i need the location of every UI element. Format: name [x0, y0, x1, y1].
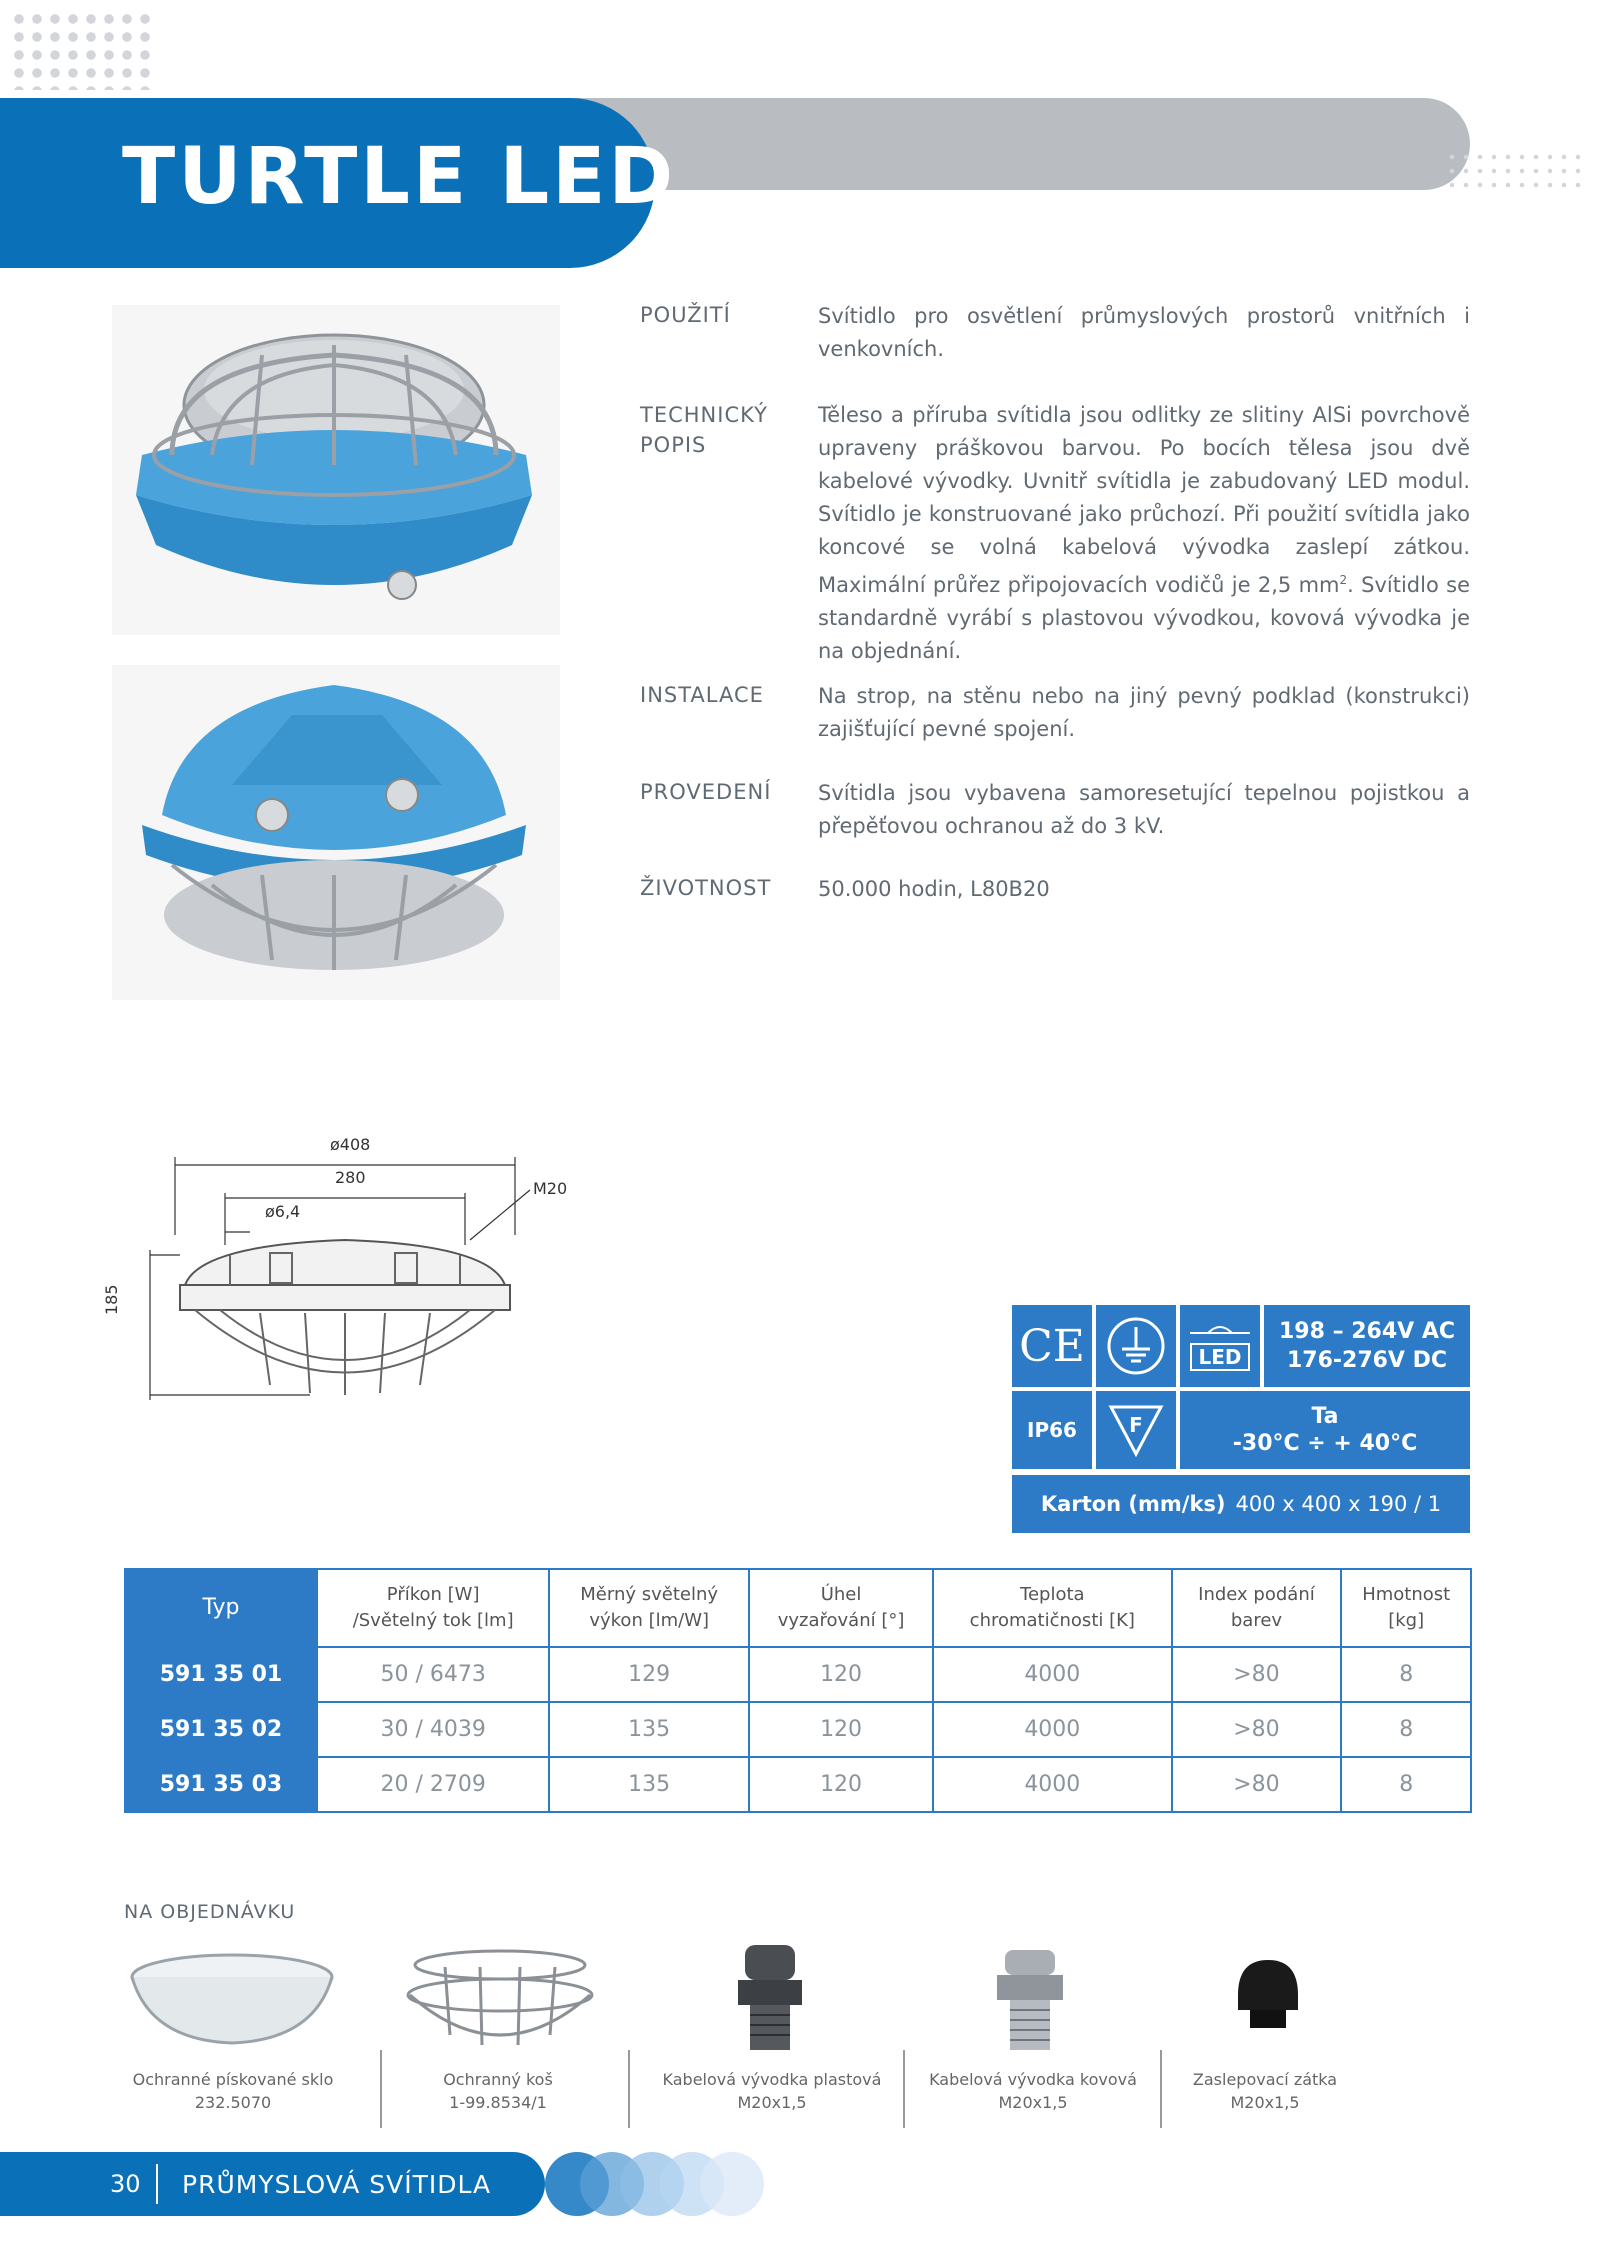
table-cell: 50 / 6473	[317, 1647, 549, 1702]
voltage-ac: 198 – 264V AC	[1278, 1319, 1456, 1344]
page-number: 30	[110, 2170, 141, 2198]
ce-badge	[1012, 1305, 1092, 1387]
table-row	[125, 1647, 1471, 1702]
ta-range: -30°C ÷ + 40°C	[1232, 1431, 1418, 1456]
spec-text-provedeni: Svítidla jsou vybavena samoresetující tepelnou pojistkou a přepěťovou ochranou až do 3 kV.	[818, 781, 1470, 838]
table-header-uhel	[749, 1569, 933, 1647]
table-cell: 135	[549, 1757, 749, 1812]
accessory-code: 1-99.8534/1	[449, 2093, 547, 2112]
accessory-name: Kabelová vývodka plastová	[662, 2070, 882, 2089]
spec-label-instalace: INSTALACE	[640, 683, 764, 707]
plastic-gland-icon	[720, 1940, 820, 2055]
blanking-plug-icon	[1228, 1955, 1308, 2035]
led-badge	[1180, 1305, 1260, 1387]
spec-text-technicky-b: . Svítidlo se standardně vyrábí s plastovou vývodkou, kovová vývodka je na objednání.	[818, 573, 1470, 663]
spec-text-zivotnost: 50.000 hodin, L80B20	[818, 877, 1050, 901]
table-cell: 8	[1341, 1757, 1471, 1812]
accessory-caption-plug	[1135, 2068, 1395, 2114]
table-row	[125, 1702, 1471, 1757]
header-line: Měrný světelný	[580, 1584, 719, 1605]
karton-label: Karton (mm/ks)	[1040, 1492, 1226, 1516]
accessory-image-plastic-gland	[720, 1940, 820, 2055]
table-header-merny	[549, 1569, 749, 1647]
metal-gland-icon	[985, 1945, 1075, 2055]
table-cell: 120	[749, 1647, 933, 1702]
voltage-dc: 176-276V DC	[1286, 1348, 1448, 1373]
accessories-heading: NA OBJEDNÁVKU	[124, 1901, 296, 1923]
spec-label-provedeni: PROVEDENÍ	[640, 780, 772, 804]
accessory-caption-basket	[368, 2068, 628, 2114]
karton-badge	[1012, 1475, 1470, 1533]
led-label: LED	[1190, 1343, 1249, 1371]
accessory-caption-plastic-gland	[642, 2068, 902, 2114]
spec-label-zivotnost: ŽIVOTNOST	[640, 876, 772, 900]
lamp-bottom-illustration	[112, 665, 560, 1000]
table-header-row	[125, 1569, 1471, 1647]
spec-text-technicky-sup: 2	[1339, 573, 1348, 587]
page-title: TURTLE LED	[122, 132, 677, 222]
accessory-code: 232.5070	[194, 2093, 272, 2112]
header-line: výkon [lm/W]	[589, 1610, 710, 1631]
spec-label-technicky-line1: TECHNICKÝ	[640, 403, 768, 427]
ce-mark-icon: CE	[1019, 1320, 1085, 1372]
ta-label: Ta	[1311, 1404, 1339, 1429]
accessory-caption-glass	[103, 2068, 363, 2114]
voltage-badge	[1264, 1305, 1470, 1387]
table-cell: 8	[1341, 1702, 1471, 1757]
table-cell: >80	[1172, 1702, 1342, 1757]
table-header-index	[1172, 1569, 1342, 1647]
technical-drawing	[102, 1135, 590, 1415]
table-cell-code: 591 35 01	[125, 1647, 317, 1702]
spec-label-pouziti: POUŽITÍ	[640, 303, 731, 327]
wire-basket-icon	[400, 1945, 600, 2055]
table-header-prikon	[317, 1569, 549, 1647]
ip-rating: IP66	[1027, 1418, 1077, 1442]
header-line: Hmotnost	[1362, 1584, 1451, 1605]
table-cell: 8	[1341, 1647, 1471, 1702]
accessory-name: Zaslepovací zátka	[1192, 2070, 1338, 2089]
f-mark-letter: F	[1129, 1413, 1143, 1437]
decorative-dots-right	[1445, 150, 1585, 195]
table-cell: 4000	[933, 1702, 1171, 1757]
accessory-name: Ochranné pískované sklo	[132, 2070, 334, 2089]
spec-text-pouziti: Svítidlo pro osvětlení průmyslových prostorů vnitřních i venkovních.	[818, 304, 1470, 361]
header-line: barev	[1230, 1610, 1283, 1631]
dim-408: ø408	[330, 1135, 371, 1154]
table-cell: >80	[1172, 1757, 1342, 1812]
ta-badge	[1180, 1391, 1470, 1469]
accessory-image-glass	[120, 1945, 345, 2055]
dim-m20: M20	[533, 1179, 568, 1198]
accessory-name: Kabelová vývodka kovová	[929, 2070, 1137, 2089]
header-line: vyzařování [°]	[777, 1610, 905, 1631]
table-header-typ: Typ	[125, 1569, 317, 1647]
table-cell: 30 / 4039	[317, 1702, 549, 1757]
table-cell: 4000	[933, 1757, 1171, 1812]
table-header-teplota	[933, 1569, 1171, 1647]
header-line: Příkon [W]	[386, 1584, 480, 1605]
header-line: [kg]	[1388, 1610, 1425, 1631]
ground-badge	[1096, 1305, 1176, 1387]
header-line: chromatičnosti [K]	[969, 1610, 1135, 1631]
product-photo-top	[112, 305, 560, 635]
spec-text-technicky	[818, 399, 1470, 668]
footer-section-title: PRŮMYSLOVÁ SVÍTIDLA	[182, 2170, 492, 2199]
table-cell: 4000	[933, 1647, 1171, 1702]
footer-circle	[700, 2152, 764, 2216]
spec-text-technicky-a: Těleso a příruba svítidla jsou odlitky ze slitiny AlSi povrchově upraveny práškovou barvou. Po bocích tělesa jsou dvě kabelové vývodky. Uvnitř svítidla je zabudovaný LED modul. Svítidlo je konstruované jako průchozí. Při použití svítidla jako koncové se volná kabelová vývodka zaslepí zátkou. Maximální průřez připojovacích vodičů je 2,5 mm	[818, 403, 1470, 597]
table-cell: 20 / 2709	[317, 1757, 549, 1812]
accessory-code: M20x1,5	[1230, 2093, 1300, 2112]
table-cell: 129	[549, 1647, 749, 1702]
footer-divider	[156, 2164, 158, 2204]
spec-text-instalace: Na strop, na stěnu nebo na jiný pevný podklad (konstrukci) zajišťující pevné spojení.	[818, 684, 1470, 741]
karton-value: 400 x 400 x 190 / 1	[1235, 1492, 1442, 1516]
table-cell: 120	[749, 1757, 933, 1812]
header-line: Teplota	[1020, 1584, 1085, 1605]
accessory-divider	[628, 2050, 630, 2128]
spec-label-technicky-line2: POPIS	[640, 433, 707, 457]
header-line: /Světelný tok [lm]	[352, 1610, 514, 1631]
accessory-name: Ochranný koš	[443, 2070, 553, 2089]
dim-280: 280	[335, 1168, 366, 1187]
accessory-image-metal-gland	[985, 1945, 1075, 2055]
table-header-hmotnost	[1341, 1569, 1471, 1647]
accessory-code: M20x1,5	[998, 2093, 1068, 2112]
dim-6-4: ø6,4	[265, 1202, 301, 1221]
accessory-image-plug	[1228, 1955, 1308, 2035]
f-mark-badge	[1096, 1391, 1176, 1469]
f-mark-icon	[1106, 1402, 1166, 1458]
accessory-caption-metal-gland	[903, 2068, 1163, 2114]
table-cell: >80	[1172, 1647, 1342, 1702]
header-line: Úhel	[820, 1584, 862, 1605]
table-cell-code: 591 35 03	[125, 1757, 317, 1812]
table-cell: 135	[549, 1702, 749, 1757]
header-grey-band	[560, 98, 1470, 190]
decorative-dots	[10, 10, 150, 90]
accessory-image-basket	[400, 1945, 600, 2055]
table-row	[125, 1757, 1471, 1812]
product-table	[124, 1568, 1472, 1813]
table-cell-code: 591 35 02	[125, 1702, 317, 1757]
header-line: Index podání	[1198, 1584, 1315, 1605]
glass-cover-icon	[120, 1945, 345, 2055]
lamp-top-illustration	[112, 305, 560, 635]
led-lamp-icon	[1190, 1321, 1250, 1341]
accessory-code: M20x1,5	[737, 2093, 807, 2112]
ip-badge	[1012, 1391, 1092, 1469]
dim-185: 185	[102, 1284, 121, 1315]
spec-label-technicky	[640, 400, 768, 460]
ground-icon	[1105, 1315, 1167, 1377]
table-cell: 120	[749, 1702, 933, 1757]
product-photo-bottom	[112, 665, 560, 1000]
